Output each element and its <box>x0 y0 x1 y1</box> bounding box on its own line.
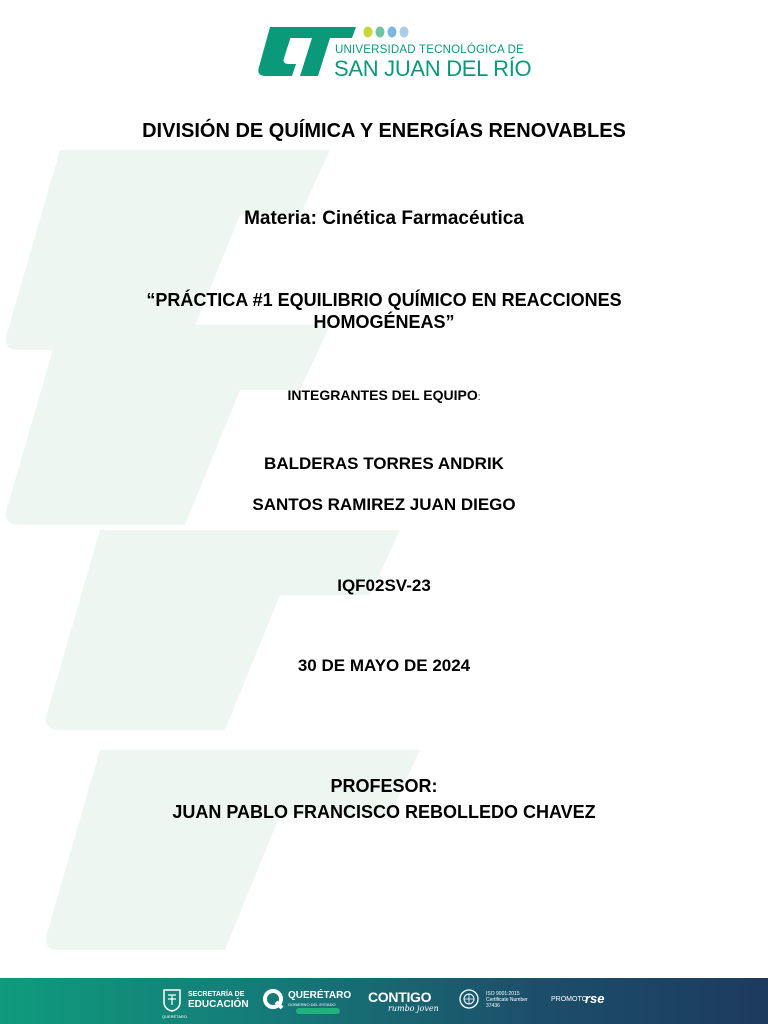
logo-text-line2: SAN JUAN DEL RÍO <box>334 56 532 81</box>
practice-title <box>0 289 768 333</box>
team-members-label-colon: : <box>477 392 481 403</box>
team-member-2: SANTOS RAMIREZ JUAN DIEGO <box>252 495 516 514</box>
practice-title-line1: “PRÁCTICA #1 EQUILIBRIO QUÍMICO EN REACCIONES <box>146 290 622 310</box>
state-crest-icon <box>162 988 182 1012</box>
queretaro-big-text: QUERÉTARO <box>288 990 352 1001</box>
queretaro-q-icon <box>262 988 284 1010</box>
team-member-1: BALDERAS TORRES ANDRIK <box>264 454 504 473</box>
logo-dot-3 <box>388 27 397 38</box>
educacion-big-text: EDUCACIÓN <box>188 999 249 1010</box>
queretaro-small-text: GOBIERNO DEL ESTADO <box>288 1002 336 1007</box>
iso-seal-icon <box>458 988 480 1010</box>
educacion-state-text: QUERÉTARO <box>162 1014 188 1019</box>
contigo-small-text: rumbo joven <box>388 1004 439 1013</box>
contigo-big-text: CONTIGO <box>368 989 432 1005</box>
iso-text: ISO 9001:2015 Certificate Number 37436 <box>486 991 528 1009</box>
subject: Materia: Cinética Farmacéutica <box>244 208 524 229</box>
logo-text-line1: UNIVERSIDAD TECNOLÓGICA DE <box>335 44 525 56</box>
team-members-label <box>0 387 768 403</box>
group-code: IQF02SV-23 <box>337 576 431 595</box>
division-title: DIVISIÓN DE QUÍMICA Y ENERGÍAS RENOVABLES <box>142 120 626 142</box>
promoto-small-text: PROMOTO <box>551 996 588 1003</box>
team-members-label-text: INTEGRANTES DEL EQUIPO <box>287 387 478 403</box>
logo-dot-1 <box>364 27 373 38</box>
footer-band <box>0 978 768 1024</box>
professor-label: PROFESOR: <box>330 776 438 796</box>
document-date: 30 DE MAYO DE 2024 <box>297 656 471 675</box>
logo-dot-4 <box>400 27 409 38</box>
practice-title-line2: HOMOGÉNEAS” <box>313 312 455 332</box>
educacion-small-text: SECRETARÍA DE <box>188 991 245 998</box>
professor-name: JUAN PABLO FRANCISCO REBOLLEDO CHAVEZ <box>172 802 596 822</box>
promoto-big-text: rse <box>585 991 605 1006</box>
logo-dot-2 <box>376 27 385 38</box>
queretaro-pill <box>296 1008 340 1014</box>
